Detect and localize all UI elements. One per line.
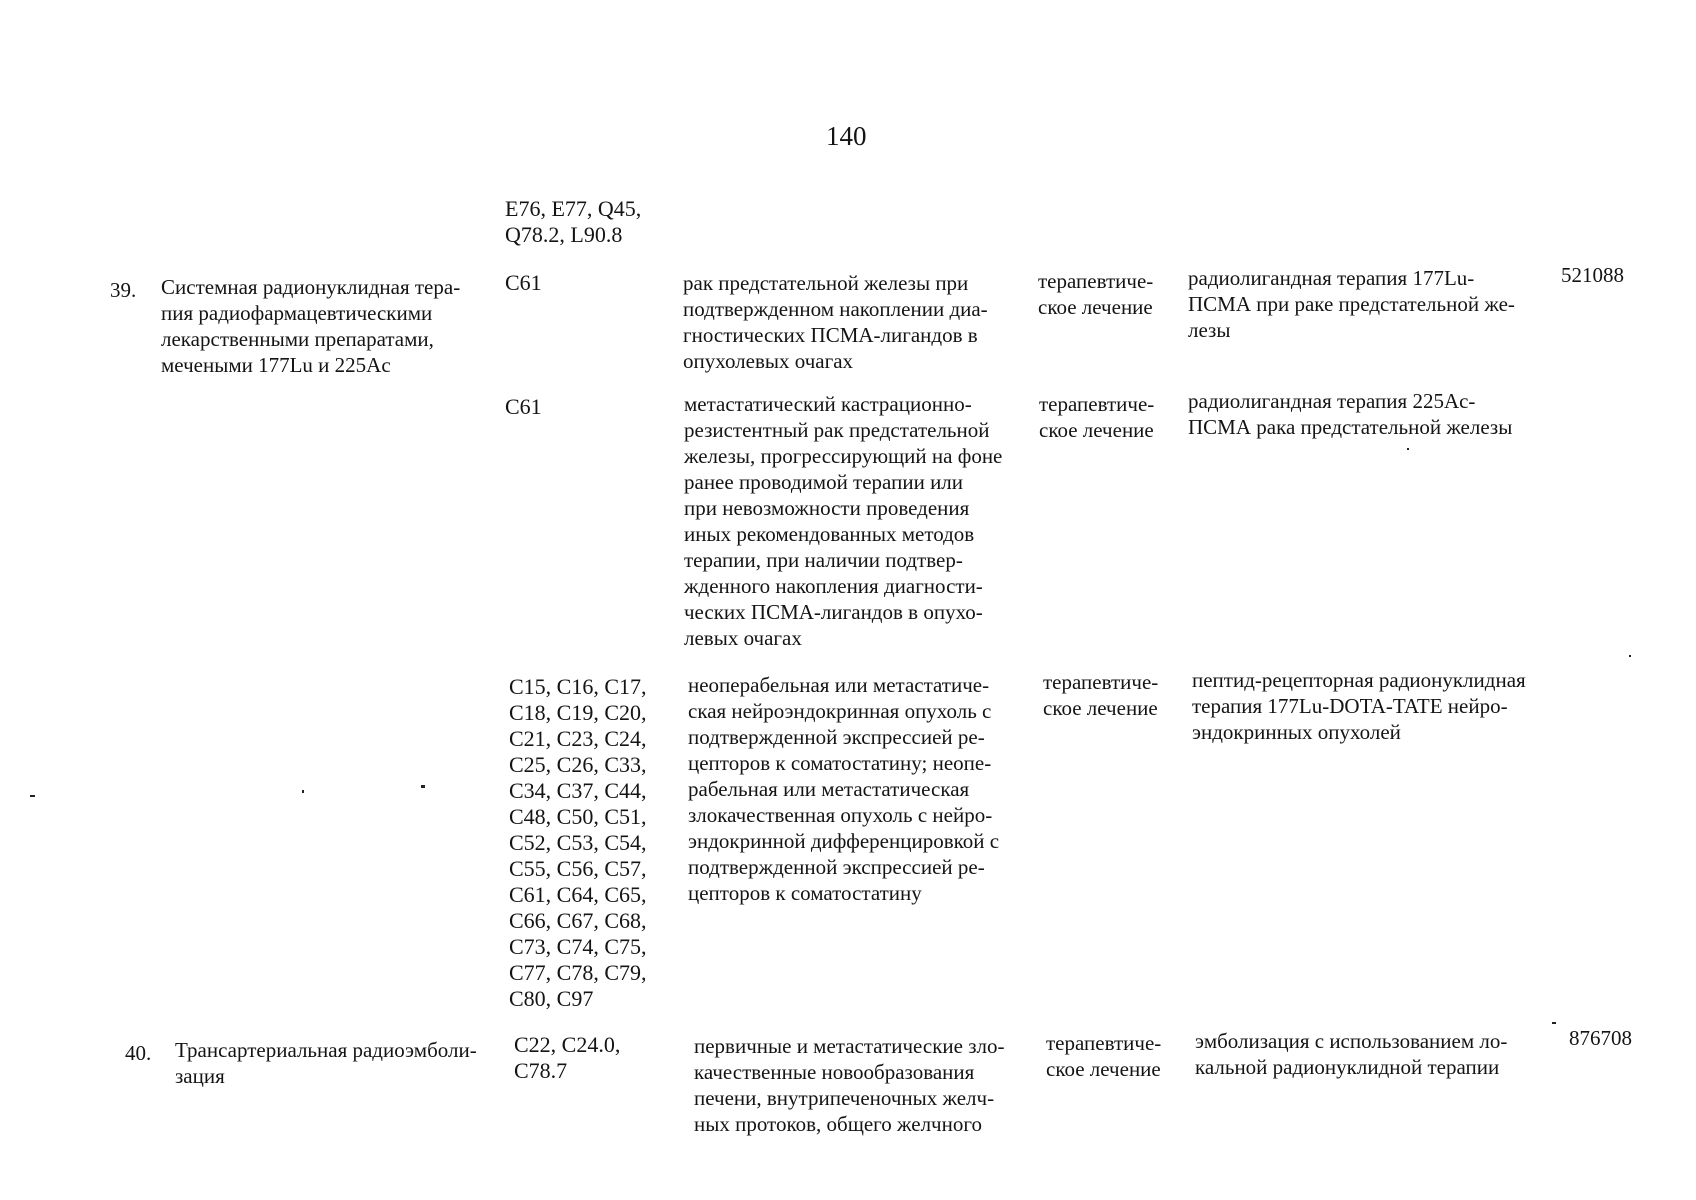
row-39-entry-1-model: рак предстательной железы при подтвержденном накоплении диа- гностических ПСМА-лигандов в опухолевых очагах <box>683 271 988 373</box>
row-39-entry-2-mkb: C61 <box>505 394 542 419</box>
row-39-entry-3-treatment-type: терапевтиче- ское лечение <box>1043 670 1159 720</box>
scan-speck <box>302 790 304 793</box>
row-40-entry-1-method: эмболизация с использованием ло- кальной радионуклидной терапии <box>1195 1029 1508 1079</box>
scan-speck <box>1552 1022 1556 1024</box>
row-39-entry-2-method: радиолигандная терапия 225Ac- ПСМА рака предстательной железы <box>1188 389 1513 439</box>
row-39-entry-1-mkb: C61 <box>505 270 542 295</box>
row-39-entry-2-treatment-type: терапевтиче- ское лечение <box>1039 392 1155 442</box>
row-39-entry-3-mkb: C15, C16, C17, C18, C19, C20, C21, C23, C24, C25, C26, C33, C34, C37, C44, C48, C50, C51, C52, C53, C54, C55, C56, C57, C61, C64, C65, C66, C67, C68, C73, C74, C75, C77, C78, C79, C80, C97 <box>509 674 647 1011</box>
row-39-entry-3-model: неоперабельная или метастатиче- ская нейроэндокринная опухоль с подтвержденной экспрессией ре- цепторов к соматостатину; неопе- рабельная или метастатическая злокачественная опухоль с нейро- эндокринной дифференцировкой с подтвержденной экспрессией ре- цепторов к соматостатину <box>688 673 1000 905</box>
scan-speck <box>1407 448 1409 450</box>
row-39-name: Системная радионуклидная тера- пия радиофармацевтическими лекарственными препаратами, мечеными 177Lu и 225Ac <box>161 275 461 377</box>
page-number: 140 <box>826 121 867 151</box>
row-39-entry-2-model: метастатический кастрационно- резистентный рак предстательной железы, прогрессирующий на фоне ранее проводимой терапии или при невозможности проведения иных рекомендованных методов терапии, при наличии подтвер- жденного накопления диагности- ческих ПСМА-лигандов в опухо- левых очагах <box>684 392 1003 650</box>
row-39-entry-1-method: радиолигандная терапия 177Lu- ПСМА при раке предстательной же- лезы <box>1188 266 1515 342</box>
scan-speck <box>421 785 425 788</box>
row-40-code: 876708 <box>1569 1026 1632 1050</box>
row-40-entry-1-mkb: C22, C24.0, C78.7 <box>514 1032 621 1083</box>
scan-speck <box>1629 655 1631 657</box>
row-39-number: 39. <box>110 278 137 302</box>
row-39-entry-3-method: пептид-рецепторная радионуклидная терапия 177Lu-DOTA-TATE нейро- эндокринных опухолей <box>1192 668 1526 744</box>
row-40-number: 40. <box>125 1041 152 1065</box>
row-40-entry-1-model: первичные и метастатические зло- качественные новообразования печени, внутрипеченочных желч- ных протоков, общего желчного <box>694 1034 1005 1136</box>
row-40-name: Трансартериальная радиоэмболи- зация <box>175 1038 477 1088</box>
continued-mkb-codes: E76, E77, Q45, Q78.2, L90.8 <box>505 196 642 247</box>
scan-speck <box>30 795 35 797</box>
row-39-entry-1-treatment-type: терапевтиче- ское лечение <box>1038 269 1154 319</box>
row-40-entry-1-treatment-type: терапевтиче- ское лечение <box>1046 1031 1162 1081</box>
row-39-code: 521088 <box>1561 263 1624 287</box>
